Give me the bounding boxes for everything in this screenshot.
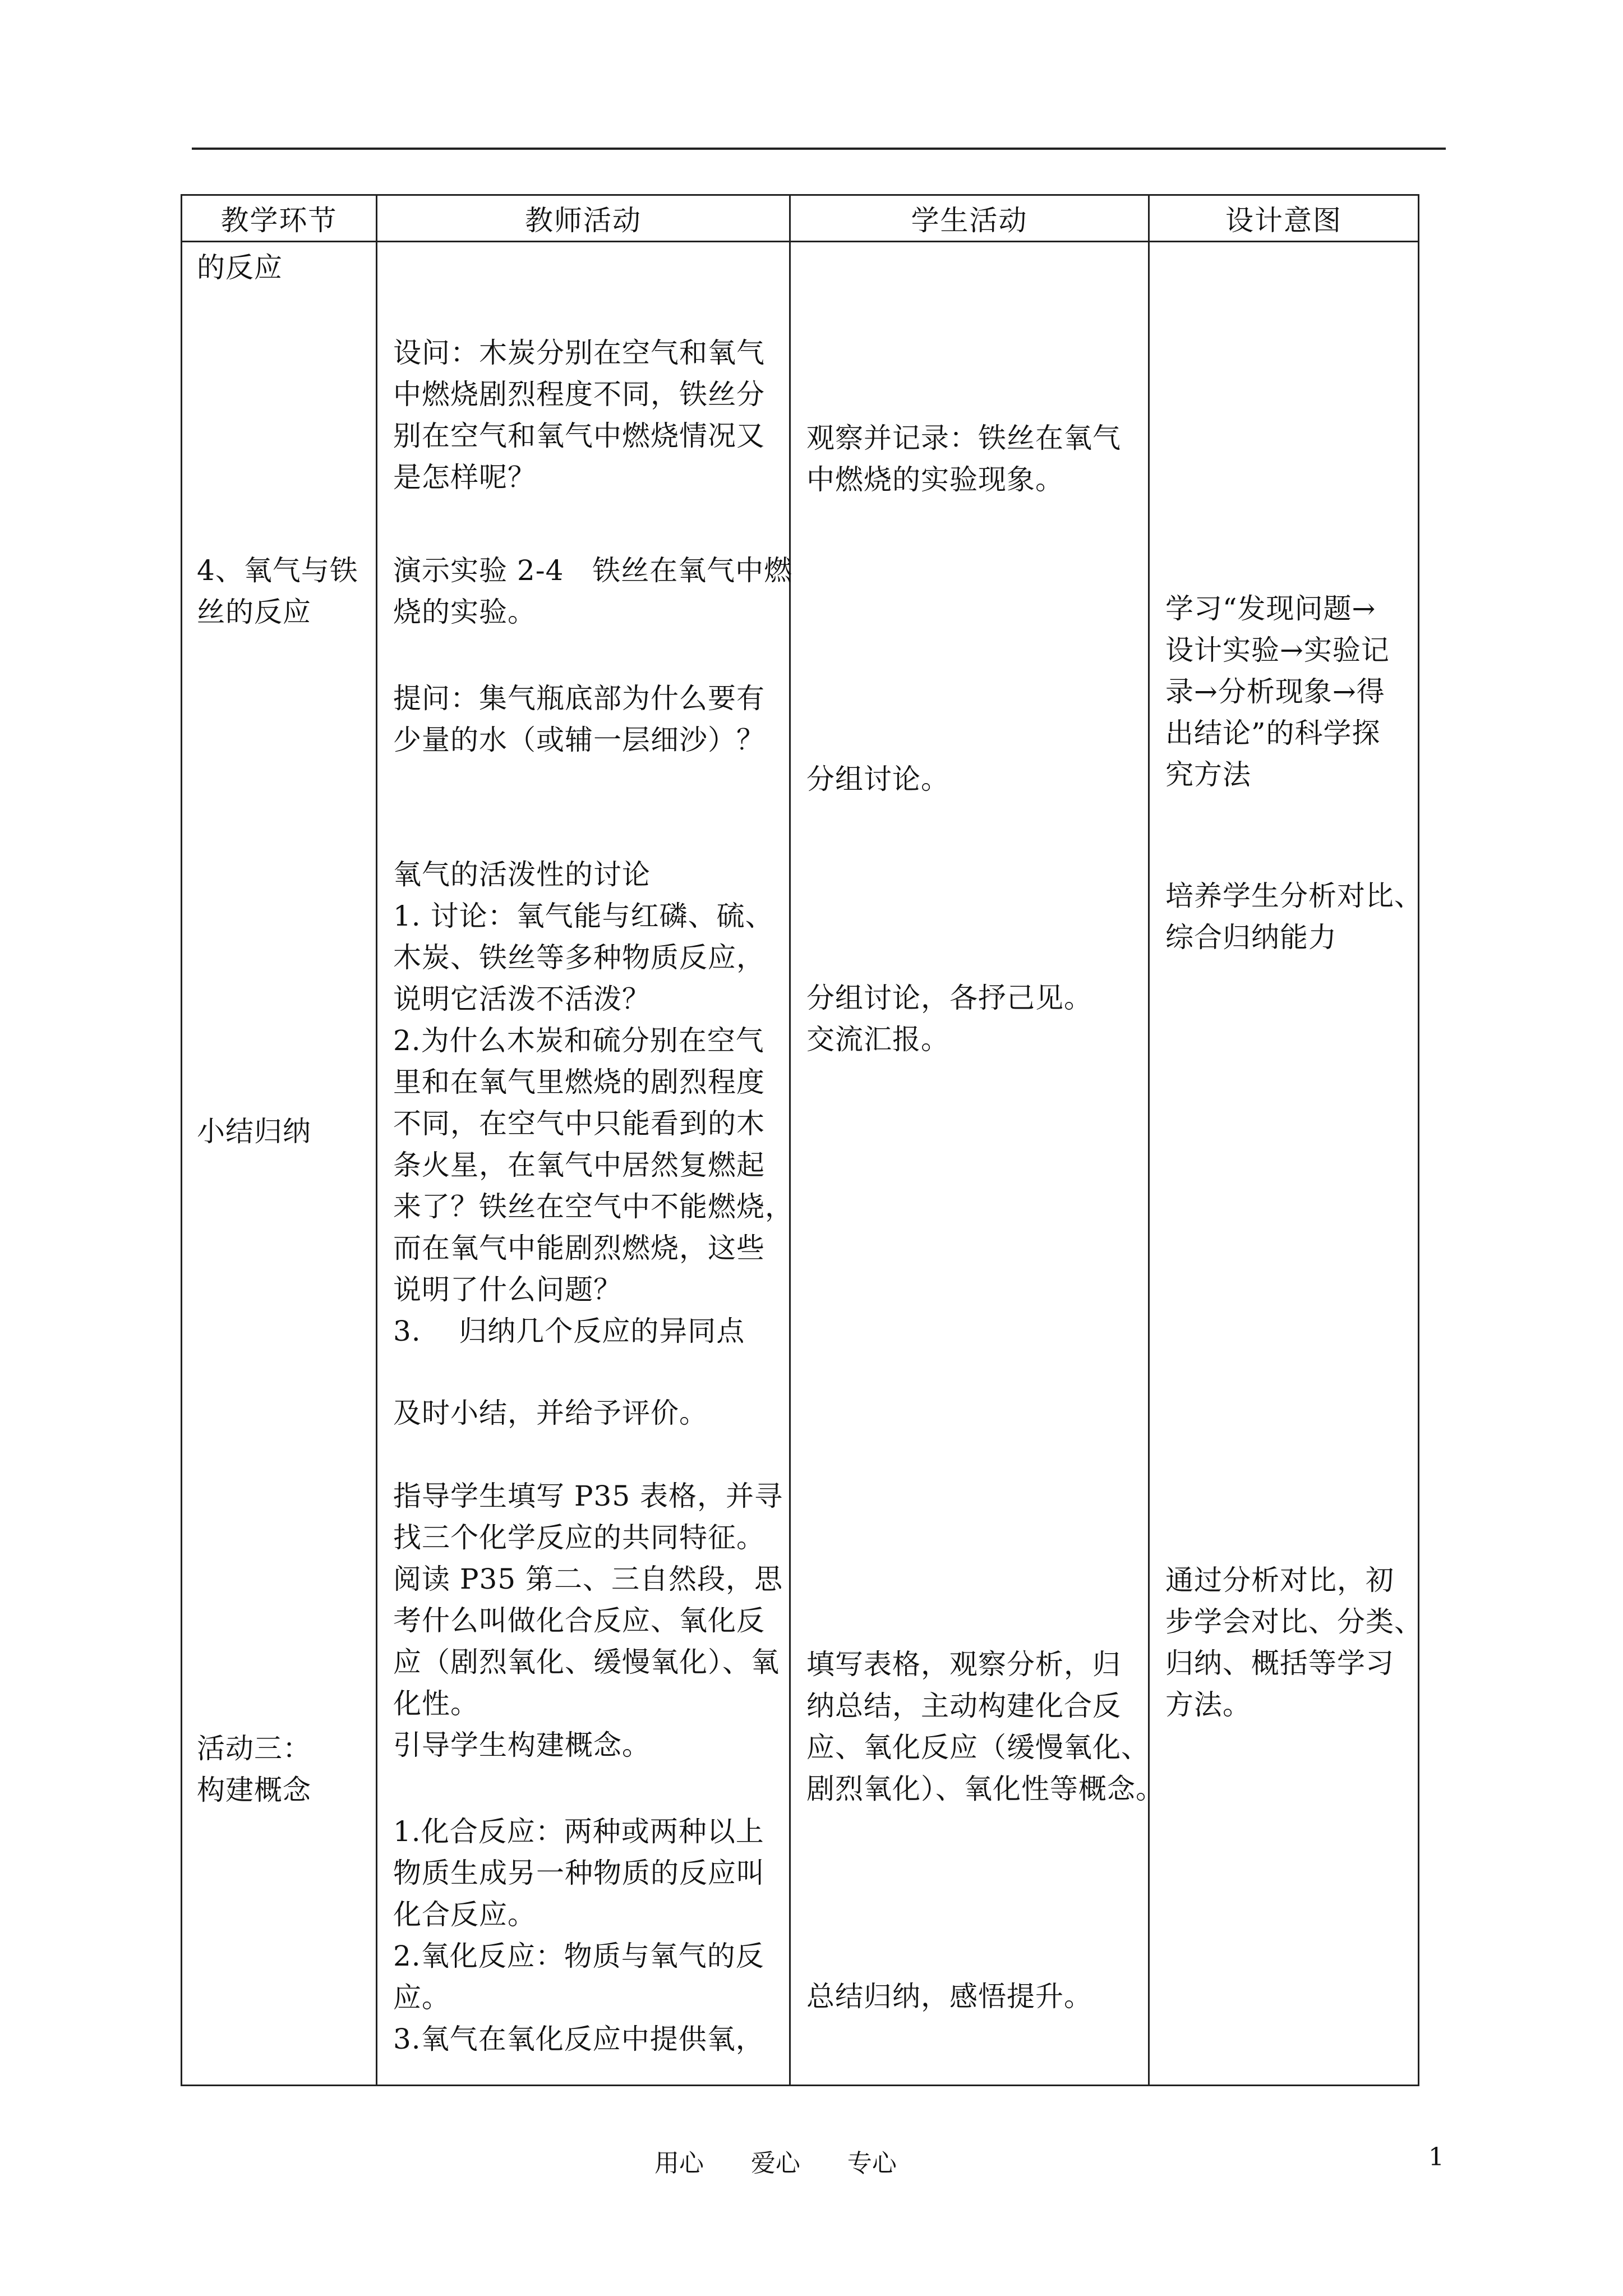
student-group-discuss: 分组讨论。	[806, 763, 949, 795]
stage-oxygen-iron: 4、氧气与铁 丝的反应	[197, 554, 358, 628]
design-intent-cell	[1149, 242, 1423, 2086]
teacher-question-water: 提问：集气瓶底部为什么要有 少量的水（或辅一层细沙）？	[393, 682, 765, 756]
stage-activity-three: 活动三： 构建概念	[197, 1732, 311, 1806]
teacher-summary-eval: 及时小结，并给予评价。	[393, 1397, 708, 1429]
student-summarize: 总结归纳，感悟提升。	[806, 1980, 1092, 2013]
teacher-concept-definitions: 1.化合反应：两种或两种以上 物质生成另一种物质的反应叫 化合反应。 2.氧化反应：物质与氧气的反 应。 3.氧气在氧化反应中提供氧，	[393, 1815, 765, 2055]
teacher-guide-table: 指导学生填写 P35 表格，并寻 找三个化学反应的共同特征。 阅读 P35 第二、三自然段，思 考什么叫做化合反应、氧化反 应（剧烈氧化、缓慢氧化）、氧 化性。 引导学生构建概念。	[393, 1480, 783, 1761]
student-discuss-report: 分组讨论，各抒己见。 交流汇报。	[806, 982, 1092, 1056]
teacher-question-burning: 设问：木炭分别在空气和氧气 中燃烧剧烈程度不同，铁丝分 别在空气和氧气中燃烧情况又 是怎样呢？	[393, 337, 765, 494]
stage-summary: 小结归纳	[197, 1115, 311, 1148]
header-teaching-stage: 教学环节	[182, 195, 377, 242]
table-row	[182, 242, 1419, 2086]
header-teacher-activity: 教师活动	[377, 195, 790, 242]
teaching-stage-cell	[182, 242, 377, 2086]
table-header-row	[182, 195, 1419, 242]
student-observe-record: 观察并记录：铁丝在氧气 中燃烧的实验现象。	[806, 422, 1121, 496]
teacher-demo-experiment: 演示实验 2-4 铁丝在氧气中燃 烧的实验。	[393, 554, 793, 628]
lesson-plan-table	[181, 194, 1423, 2086]
student-activity-cell	[790, 242, 1164, 2086]
intent-analysis-ability: 培养学生分析对比、 综合归纳能力	[1165, 880, 1423, 954]
header-design-intent: 设计意图	[1149, 195, 1419, 242]
page-number: 1	[1428, 2143, 1444, 2171]
student-fill-table: 填写表格，观察分析，归 纳总结，主动构建化合反 应、氧化反应（缓慢氧化、 剧烈氧化）、氧化性等概念。	[806, 1648, 1164, 1805]
header-rule	[192, 148, 1446, 150]
intent-comparison-methods: 通过分析对比，初 步学会对比、分类、 归纳、概括等学习 方法。	[1165, 1564, 1423, 1721]
intent-scientific-inquiry: 学习“发现问题→ 设计实验→实验记 录→分析现象→得 出结论”的科学探 究方法	[1165, 592, 1390, 791]
stage-reaction-cont: 的反应	[197, 251, 283, 284]
teacher-activity-cell	[377, 242, 794, 2086]
header-student-activity: 学生活动	[790, 195, 1149, 242]
teacher-discussion-activity: 氧气的活泼性的讨论 1. 讨论：氧气能与红磷、硫、 木炭、铁丝等多种物质反应， 说明它活泼不活泼？ 2.为什么木炭和硫分别在空气 里和在氧气里燃烧的剧烈程度 不同，在空气中只能看到的木 条火星，在氧气中居然复燃起 来了？铁丝在空气中不能燃烧， 而在氧气中能剧烈燃烧，这些 说明了什么问题？ 3. 归纳几个反应的异同点	[393, 858, 794, 1347]
footer-motto: 用心 爱心 专心	[654, 2149, 897, 2178]
